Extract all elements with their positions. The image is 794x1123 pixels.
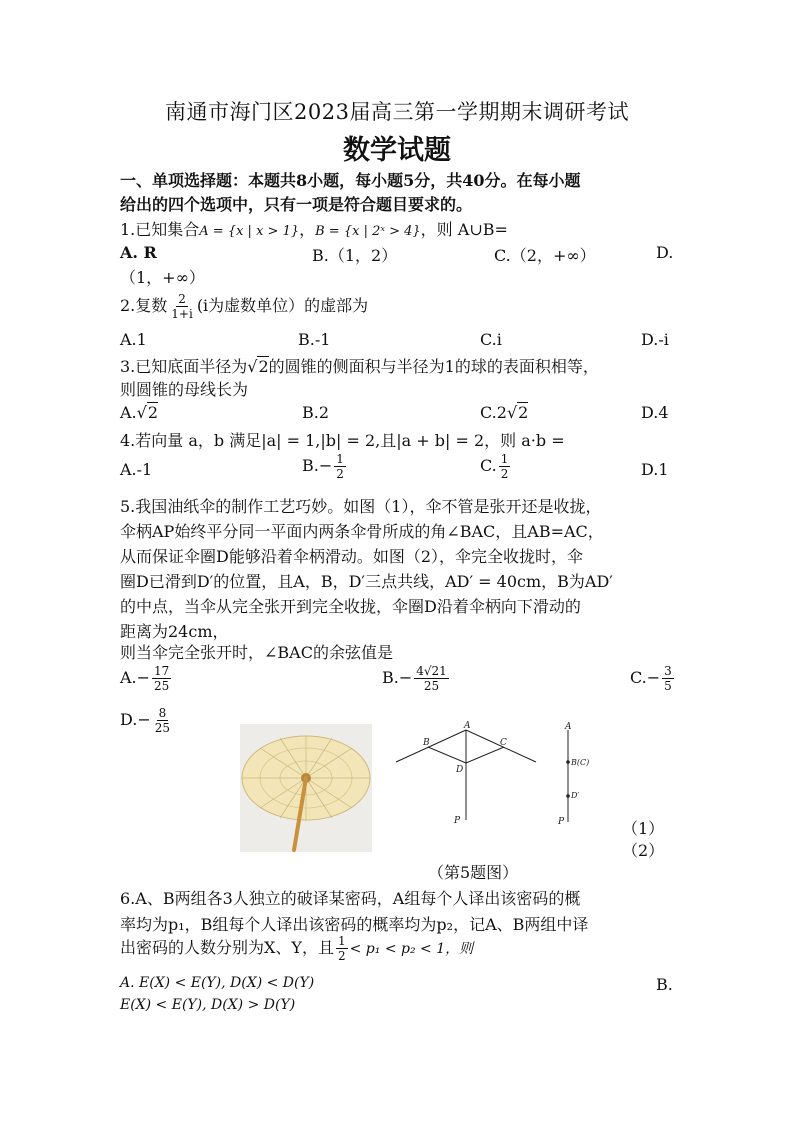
question-5-line-7: 则当伞完全张开时，∠BAC的余弦值是 — [120, 643, 393, 662]
q3-option-d: D.4 — [641, 403, 669, 422]
question-3-line-1: 3.已知底面半径为√2的圆锥的侧面积与半径为1的球的表面积相等， — [120, 357, 599, 376]
label-a: A — [464, 721, 471, 731]
q1-option-b: B.（1，2） — [312, 246, 398, 265]
label-p-2: P — [558, 817, 565, 827]
section-heading-1: 一、单项选择题：本题共8小题，每小题5分，共40分。在每小题 — [120, 171, 581, 190]
question-2-stem: 2.复数 $\frac{2}{1+i}$ (i为虚数单位）的虚部为 — [120, 292, 369, 321]
q5-option-c: C.− $\frac{3}{5}$ — [630, 664, 672, 693]
question-6-line-2: 率均为p₁，B组每个人译出该密码的概率均为p₂，记A、B两组中译 — [120, 915, 589, 934]
q2-option-d: D.-i — [641, 330, 669, 349]
q6-option-a: A. E(X) < E(Y), D(X) < D(Y) — [120, 975, 315, 991]
q5-option-d: D.− $\frac{8}{25}$ — [120, 706, 171, 735]
label-d: D — [456, 765, 464, 775]
section-heading-2: 给出的四个选项中，只有一项是符合题目要求的。 — [120, 195, 473, 214]
q3-option-c: C.2√2 — [480, 403, 529, 422]
subject-title: 数学试题 — [343, 135, 451, 166]
q6-option-b: E(X) < E(Y), D(X) > D(Y) — [120, 997, 296, 1013]
umbrella-photo — [240, 724, 372, 852]
q6-option-b-label: B. — [656, 975, 673, 994]
question-3-line-2: 则圆锥的母线长为 — [120, 380, 249, 399]
label-a-2: A — [565, 722, 572, 732]
question-1-stem: 1.已知集合A = {x | x > 1}，B = {x | 2ˣ > 4}，则 A∪B= — [120, 220, 508, 239]
figure-1-label: （1） — [622, 819, 665, 838]
label-b: B — [423, 738, 430, 748]
label-d-prime: D′ — [571, 791, 580, 800]
question-5-line-3: 从而保证伞圈D能够沿着伞柄滑动。如图（2），伞完全收拢时，伞 — [120, 547, 584, 566]
q3-option-b: B.2 — [302, 403, 330, 422]
question-5-line-5: 的中点，当伞从完全张开到完全收拢，伞圈D沿着伞柄向下滑动的 — [120, 597, 581, 616]
q3-option-a: A.√2 — [120, 403, 159, 422]
figure-caption: （第5题图） — [428, 863, 519, 882]
q2-option-b: B.-1 — [298, 330, 331, 349]
question-5-line-4: 圈D已滑到D′的位置，且A，B，D′三点共线，AD′ = 40cm，B为AD′ — [120, 572, 613, 591]
question-5-line-1: 5.我国油纸伞的制作工艺巧妙。如图（1），伞不管是张开还是收拢， — [120, 497, 602, 516]
question-5-line-6: 距离为24cm， — [120, 622, 229, 641]
label-bc: B(C) — [571, 758, 590, 767]
exam-title: 南通市海门区2023届高三第一学期期末调研考试 — [165, 100, 629, 124]
q5-option-a: A.− $\frac{17}{25}$ — [120, 664, 170, 693]
figure-2-label: （2） — [622, 841, 665, 860]
q1-option-d-value: （1，+∞） — [120, 268, 205, 287]
question-6-line-3: 出密码的人数分别为X、Y，且 $\frac{1}{2}$ < p₁ < p₂ < 1，则 — [120, 934, 474, 963]
question-5-line-2: 伞柄AP始终平分同一平面内两条伞骨所成的角∠BAC，且AB=AC， — [120, 522, 604, 541]
q2-option-a: A.1 — [120, 330, 147, 349]
q1-option-d-label: D. — [656, 243, 674, 262]
q5-option-b: B.− $\frac{4√21}{25}$ — [382, 664, 447, 693]
label-p: P — [454, 816, 461, 826]
q2-option-c: C.i — [480, 330, 502, 349]
q1-option-a: A. R — [120, 243, 157, 262]
question-4-stem: 4.若向量 a，b 满足|a| = 1,|b| = 2,且|a + b| = 2，则 a·b = — [120, 431, 565, 450]
q1-option-c: C.（2，+∞） — [494, 246, 596, 265]
figure-2-diagram — [556, 720, 596, 832]
label-c: C — [500, 738, 507, 748]
q4-option-c: C. $\frac{1}{2}$ — [480, 452, 509, 481]
umbrella-illustration — [240, 724, 372, 852]
q4-option-d: D.1 — [641, 460, 669, 479]
q4-option-a: A.-1 — [120, 460, 153, 479]
question-6-line-1: 6.A、B两组各3人独立的破译某密码，A组每个人译出该密码的概 — [120, 889, 581, 908]
q4-option-b: B.− $\frac{1}{2}$ — [302, 452, 344, 481]
